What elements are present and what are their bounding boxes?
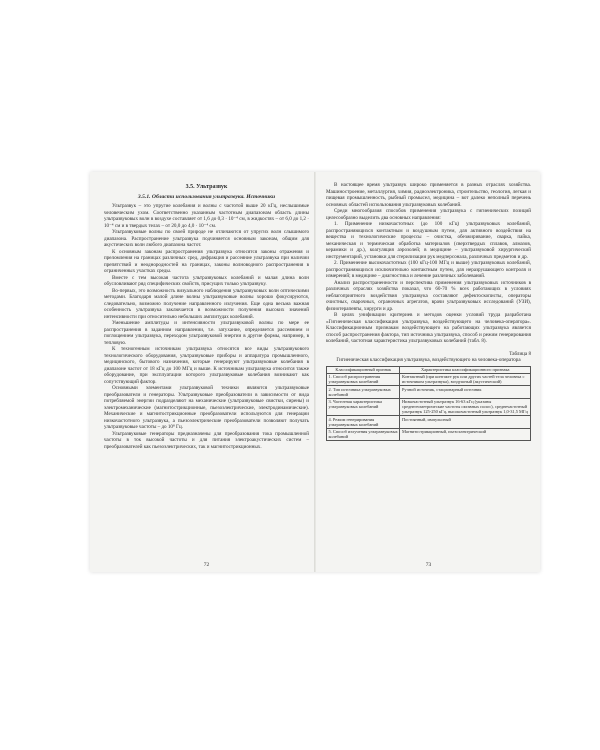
paragraph: Основными элементами ультразвуковой техники являются ультразвуковые преобразователи и генераторы. Ультразвуковые преобразователи в зависимости от вида потребляемой энергии подразделяют на механические (ультразвуковые свистки, сирены) и электромеханические (магнитострикционные, пьезоэлектрические, электродинамические). Механические и магнитострикционные преобразователи используются для генерации низкочастотного ультразвука, а пьезоэлектрические преобразователи позволяют получать ультразвуковые частоты – до 10⁸ Гц. [104, 385, 309, 430]
right-page [326, 182, 531, 568]
table-body [327, 373, 531, 440]
table-cell: 1. Способ распространения ультразвуковых колебаний [327, 373, 400, 385]
classification-table [326, 366, 531, 441]
table-cell: 5. Способ излучения ультразвуковых колебаний [327, 428, 400, 440]
book-gutter [314, 172, 316, 572]
table-row [327, 398, 531, 416]
left-paragraphs [104, 203, 309, 450]
table-cell: 3. Частотная характеристика ультразвуковых колебаний [327, 398, 400, 416]
table-caption: Гигиеническая классификация ультразвука, воздействующего на человека-оператора [336, 357, 521, 363]
table-cell: 4. Режим генерирования ультразвуковых колебаний [327, 416, 400, 428]
subsection-title: 3.5.1. Области использования ультразвука. Источники [137, 193, 276, 200]
page-number-left: 72 [203, 561, 210, 568]
table-cell: Магнитострикционный, пьезоэлектрический [400, 428, 531, 440]
table-header-cell: Классификационный признак [327, 366, 400, 373]
paragraph: Ультразвуковые генераторы предназначены для преобразования тока промышленной частоты в ток высокой частоты и для питания электроакустических систем – преобразователей как пьезоэлектрических, так и магнитострикционных. [104, 430, 309, 450]
paragraph: Уменьшение амплитуды и интенсивности ультразвуковой волны по мере ее распространения в заданном направлении, т.е. затухание, определяется рассеянием и поглощением ультразвука, переходом ультразвуковой энергии в другие формы, например, в тепловую. [104, 320, 309, 346]
book-spread [90, 172, 540, 572]
paragraph: Среди многообразия способов применения ультразвука с гигиенических позиций целесообразно выделить два основных направления: [326, 208, 531, 221]
table-title: Таблица 8 [509, 350, 531, 357]
right-paragraphs [326, 182, 531, 345]
paragraph: Анализ распространенности и перспектива применения ультразвуковых источников в различных отраслях хозяйства показал, что 60-70 % всех работающих в условиях неблагоприятного воздействия ультразвука составляют дефектоскописты, операторы очистных, сварочных, ограночных агрегатов, врачи ультразвуковых исследований (УЗИ), физиотерапевты, хирурги и др. [326, 279, 531, 312]
table-row [327, 428, 531, 440]
table-cell: Ручной источник, стационарный источник [400, 386, 531, 398]
table-header-cell: Характеристика классификационного признака [400, 366, 531, 373]
table-cell: Низкочастотный ультразвук 16-63 кГц (указаны среднегеометрические частоты октавных полос), среднечастотный ультразвук 125-250 кГц, высокочастотный ультразвук 1,0-31,5 МГц [400, 398, 531, 416]
paragraph: 2. Применение высокочастотных (100 кГц-100 МГц и выше) ультразвуковых колебаний, распространяющихся исключительно контактным путем, для неразрушающего контроля и измерений; в медицине – диагностика и лечение различных заболеваний. [326, 260, 531, 279]
paragraph: К техногенным источникам ультразвука относятся все виды ультразвукового технологического оборудования, ультразвуковые приборы и аппаратура промышленного, медицинского, бытового назначения, которые генерируют ультразвуковые колебания в диапазоне частот от 18 кГц до 100 МГц и выше. К источникам ультразвука относится также оборудование, при эксплуатации которого ультразвуковые колебания возникают как сопутствующий фактор. [104, 346, 309, 385]
paragraph: В настоящее время ультразвук широко применяется в разных отраслях хозяйства. Машиностроение, металлургия, химия, радиоэлектроника, строительство, геология, легкая и пищевая промышленность, рыбный промысел, медицина – вот далеко неполный перечень основных областей использования ультразвуковых колебаний. [326, 182, 531, 208]
table-cell: Контактный (при контакте рук или других частей тела человека с источником ультразвука), воздушный (акустический) [400, 373, 531, 385]
page-number-right: 73 [425, 561, 432, 568]
paragraph: Вместе с тем высокая частота ультразвуковых колебаний и малая длина волн обусловливают ряд специфических свойств, присущих только ультразвуку. [104, 274, 309, 287]
table-row [327, 373, 531, 385]
paragraph: К основным законам распространения ультразвука относятся законы отражения и преломления на границах различных сред, дифракция и рассеяние ультразвука при наличии препятствий и неоднородностей на границах, законы волноводного распространения в ограниченных участках среды. [104, 248, 309, 274]
table-row [327, 416, 531, 428]
left-page [104, 182, 309, 568]
table-cell: Постоянный, импульсный [400, 416, 531, 428]
paragraph: 1. Применение низкочастотных (до 100 кГц) ультразвуковых колебаний, распространяющихся контактным и воздушным путем, для активного воздействия на вещества и технологические процессы – очистка, обезжиривание, сварка, пайка, механическая и термическая обработка материалов (сверхтвердых сплавов, алмазов, керамики и др.), коагуляция аэрозолей; в медицине – ультразвуковой хирургический инструментарий, установки для стерилизации рук медперсонала, различных предметов и др. [326, 221, 531, 260]
table-row [327, 386, 531, 398]
paragraph: Ультразвуковые волны по своей природе не отличаются от упругих волн слышимого диапазона. Распространение ультразвука подчиняется основным законам, общим для акустических волн любого диапазона частот. [104, 229, 309, 248]
table-header-row [327, 366, 531, 373]
paragraph: Ультразвук – это упругие колебания и волны с частотой выше 20 кГц, неслышимые человеческим ухом. Соответственно указанным частотным диапазонам область длины ультразвуковых волн в воздухе составляет от 1,6 до 0,3 · 10⁻⁴ см, в жидкостях – от 6,0 до 1,2 · 10⁻⁴ см и в твердых телах – от 20,0 до 4,0 · 10⁻⁴ см. [104, 203, 309, 229]
section-title: 3.5. Ультразвук [185, 184, 228, 190]
paragraph: В целях унификации критериев и методов оценки условий труда разработана «Гигиеническая классификация ультразвука, воздействующего на человека-оператора». Классификационным признакам воздействующего на работающих ультразвука является способ распространения фактора, тип источника ультразвука, способ и режим генерирования колебаний, частотная характеристика ультразвуковых колебаний (табл. 8). [326, 312, 531, 344]
table-cell: 2. Тип источника ультразвуковых колебаний [327, 386, 400, 398]
paragraph: Во-первых, это возможность визуального наблюдения ультразвуковых волн оптическими методами. Благодаря малой длине волны ультразвуковые волны хорошо фокусируются, следовательно, возможно получение направленного излучения. Еще одна весьма важная особенность ультразвука заключается в возможности получения высоких значений интенсивности при относительно небольших амплитудах колебаний. [104, 287, 309, 320]
